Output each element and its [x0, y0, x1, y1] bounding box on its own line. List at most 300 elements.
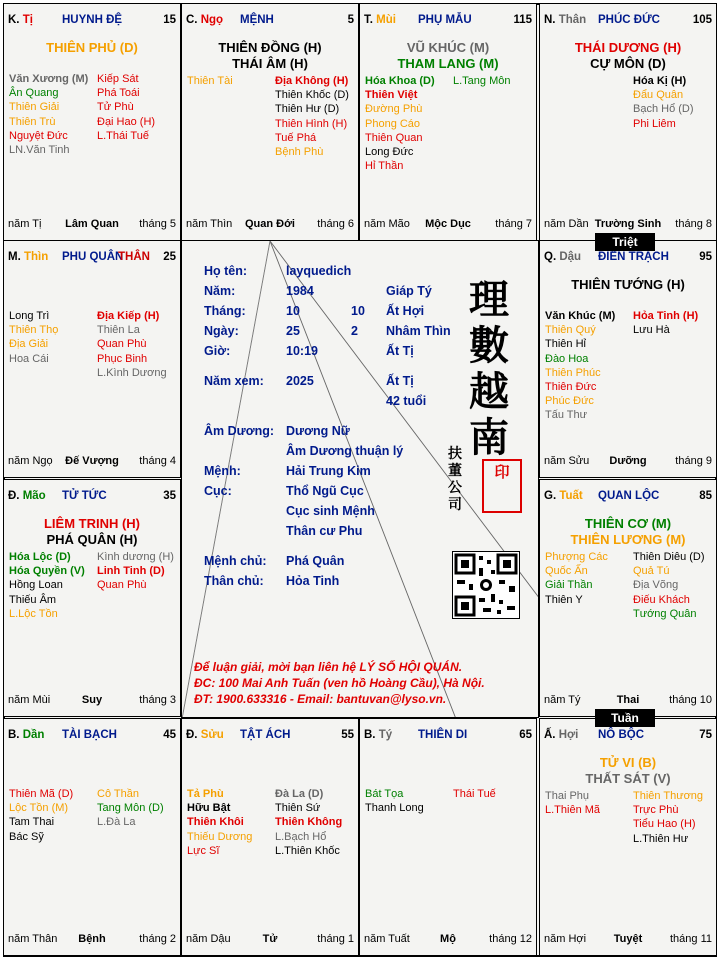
info-canchi: Ất Hợi [386, 304, 425, 318]
palace-branch: Thân [558, 14, 587, 26]
seal-char-1: 理 [469, 276, 509, 323]
palace-name: THIÊN DI [418, 729, 468, 741]
info-value: layquedich [286, 264, 352, 278]
palace-dan[interactable] [3, 718, 181, 956]
palace-name: TẬT ÁCH [240, 729, 291, 741]
palace-year: năm Tị [8, 218, 42, 230]
seal-char-3: 越 [469, 368, 509, 415]
palace-header [544, 729, 712, 743]
minor-star: Trực Phù [633, 804, 679, 817]
menh-row [204, 461, 524, 481]
minor-stars-right [97, 72, 155, 143]
red-stamp [482, 459, 522, 513]
palace-number: 115 [513, 14, 532, 26]
palace-number: 25 [163, 251, 176, 263]
major-star: THIÊN PHỦ (D) [46, 40, 138, 55]
info-lunar: 2 [351, 324, 358, 338]
minor-star: Thiên Hỉ [545, 338, 586, 351]
major-star: THIÊN CƠ (M) [584, 516, 672, 531]
info-value: 10 [286, 304, 300, 318]
palace-footer [544, 455, 712, 469]
palace-position [8, 14, 33, 26]
menh-value: Hải Trung Kim [286, 464, 371, 478]
center-info-panel [181, 240, 539, 718]
minor-stars-left [545, 309, 615, 423]
palace-suu[interactable] [181, 718, 359, 956]
minor-star: Giải Thần [545, 579, 593, 592]
menh-chu-label: Mệnh chủ: [204, 554, 267, 568]
triet-marker: Triệt [595, 233, 655, 251]
palace-letter: N. [544, 14, 556, 26]
minor-star: Đà La (D) [275, 788, 324, 800]
minor-star: Hóa Kị (H) [633, 75, 687, 87]
minor-star: Thiếu Dương [187, 830, 253, 843]
minor-star: Thiên Diêu (D) [633, 551, 705, 563]
minor-star: Lộc Tồn (M) [9, 802, 69, 815]
minor-star: Hữu Bật [187, 802, 231, 815]
info-label: Ngày: [204, 324, 239, 338]
minor-star: L.Tang Môn [453, 75, 511, 87]
info-label: Tháng: [204, 304, 246, 318]
minor-stars-left [545, 550, 608, 607]
palace-month: tháng 8 [675, 218, 712, 230]
palace-year: năm Mùi [8, 694, 51, 706]
palace-name: HUYNH ĐỆ [62, 14, 123, 26]
minor-star: Điếu Khách [633, 593, 690, 606]
palace-cycle: Suy [81, 694, 103, 706]
major-star: THAM LANG (M) [397, 56, 499, 71]
minor-star: Hóa Lộc (D) [9, 551, 71, 563]
minor-star: Phá Toái [97, 87, 140, 100]
minor-star: L.Thiên Hư [633, 832, 689, 845]
than-chu-label: Thân chủ: [204, 574, 264, 588]
major-star: THIÊN TƯỚNG (H) [571, 277, 685, 292]
age-value: 42 tuổi [386, 394, 427, 408]
minor-star: Hóa Quyền (V) [9, 565, 85, 578]
palace-month: tháng 5 [139, 218, 176, 230]
minor-star: Thiên Giải [9, 101, 60, 114]
palace-name: PHU QUÂN [62, 251, 124, 263]
minor-star: Kiếp Sát [97, 73, 139, 85]
than-chu-value: Hỏa Tinh [286, 574, 340, 588]
cuc-value-1: Thổ Ngũ Cục [286, 484, 364, 498]
minor-star: Phượng Các [545, 551, 608, 563]
palace-cycle: Tử [262, 933, 278, 945]
palace-month: tháng 6 [317, 218, 354, 230]
palace-month: tháng 4 [139, 455, 176, 467]
minor-stars-left [365, 74, 435, 173]
minor-star: Long Đức [365, 146, 414, 159]
minor-star: Bát Tọa [365, 788, 404, 800]
palace-position [8, 490, 46, 502]
minor-star: L.Đà La [97, 816, 136, 829]
minor-star: Địa Võng [633, 579, 679, 592]
palace-position [364, 729, 392, 741]
major-star: THÁI ÂM (H) [232, 56, 308, 71]
palace-header [8, 251, 176, 265]
am-duong-label: Âm Dương: [204, 424, 275, 438]
major-star: THIÊN LƯƠNG (M) [570, 532, 686, 547]
major-star: THẤT SÁT (V) [585, 771, 671, 786]
major-star: PHÁ QUÂN (H) [46, 532, 138, 547]
qr-code[interactable] [452, 551, 520, 619]
palace-than[interactable] [539, 3, 717, 241]
palace-name: NÔ BỘC [598, 729, 644, 741]
palace-letter: G. [544, 490, 557, 502]
minor-stars-right [633, 74, 694, 131]
palace-position [186, 14, 223, 26]
minor-star: Lưu Hà [633, 324, 670, 337]
minor-star: Linh Tinh (D) [97, 565, 165, 578]
stamp-char: 印 [494, 464, 510, 481]
minor-star: Thiên Quý [545, 324, 596, 337]
palace-header [186, 14, 354, 28]
minor-star: L.Lộc Tồn [9, 607, 58, 620]
palace-number: 45 [163, 729, 176, 741]
info-canchi: Ất Tị [386, 344, 414, 358]
palace-year: năm Thân [8, 933, 58, 945]
palace-month: tháng 12 [489, 933, 532, 945]
palace-ti[interactable] [359, 718, 537, 956]
minor-stars-left [9, 72, 88, 157]
palace-cycle: Mộc Dục [425, 218, 471, 230]
palace-branch: Tuất [559, 490, 583, 502]
contact-line-2: ĐC: 100 Mai Anh Tuấn (ven hồ Hoàng Cầu), Hà Nội. [194, 676, 485, 690]
palace-letter: Đ. [8, 490, 20, 502]
cuc-value-2: Cục sinh Mệnh [286, 504, 375, 518]
minor-stars-right [453, 787, 496, 801]
palace-name: ĐIỀN TRẠCH [598, 251, 669, 263]
palace-branch: Hợi [558, 729, 579, 741]
vertical-char-1: 扶 [448, 446, 462, 462]
palace-footer [186, 933, 354, 947]
palace-year: năm Dậu [186, 933, 231, 945]
palace-year: năm Dần [544, 218, 589, 230]
palace-year: năm Thìn [186, 218, 233, 230]
minor-star: Văn Khúc (M) [545, 310, 616, 322]
minor-star: Tấu Thư [545, 409, 588, 422]
palace-number: 35 [163, 490, 176, 502]
palace-name: PHÚC ĐỨC [598, 14, 660, 26]
info-label: Năm xem: [204, 374, 264, 388]
minor-star: Quốc Ấn [545, 565, 588, 578]
minor-star: Hồng Loan [9, 579, 63, 592]
minor-star: Tam Thai [9, 816, 55, 829]
minor-stars-right [633, 789, 703, 846]
minor-star: Tử Phù [97, 101, 134, 114]
palace-position [186, 729, 224, 741]
palace-year: năm Tuất [364, 933, 410, 945]
palace-number: 55 [341, 729, 354, 741]
palace-branch: Dần [22, 729, 45, 741]
minor-star: Long Trì [9, 310, 50, 322]
palace-year: năm Sửu [544, 455, 590, 467]
palace-branch: Mão [22, 490, 46, 502]
palace-letter: Q. [544, 251, 557, 263]
minor-stars-left [9, 787, 73, 844]
minor-star: Bạch Hổ (D) [633, 103, 694, 116]
palace-letter: B. [8, 729, 20, 741]
minor-star: Bệnh Phù [275, 146, 324, 159]
minor-star: L.Thiên Mã [545, 804, 601, 817]
contact-line-1: Để luận giải, mời bạn liên hệ LÝ SỐ HỘI QUÁN. [194, 660, 463, 674]
palace-header [8, 729, 176, 743]
palace-month: tháng 3 [139, 694, 176, 706]
minor-stars-left [9, 309, 58, 366]
palace-name: PHỤ MẪU [418, 14, 472, 26]
palace-year: năm Ngọ [8, 455, 53, 467]
info-value: 10:19 [286, 344, 318, 358]
palace-letter: Đ. [186, 729, 198, 741]
palace-cycle: Lâm Quan [65, 218, 119, 230]
minor-star: Bác Sỹ [9, 830, 44, 843]
minor-star: Tuế Phá [275, 131, 317, 144]
minor-star: Thiên Quan [365, 131, 423, 144]
info-value: 1984 [286, 284, 314, 298]
menh-chu-value: Phá Quân [286, 554, 345, 568]
minor-star: Đại Hao (H) [97, 115, 156, 128]
info-label: Năm: [204, 284, 236, 298]
minor-star: L.Bạch Hổ [275, 830, 327, 843]
cuc-row [204, 481, 524, 541]
palace-header [544, 14, 712, 28]
palace-cycle: Bệnh [78, 933, 106, 945]
info-value: 2025 [286, 374, 314, 388]
minor-star: Cô Thần [97, 788, 139, 800]
minor-star: Địa Không (H) [275, 75, 349, 87]
minor-star: Thiên Y [545, 593, 583, 606]
palace-tag: THÂN [118, 251, 150, 263]
palace-month: tháng 2 [139, 933, 176, 945]
minor-star: Quan Phù [97, 338, 147, 351]
palace-position [544, 490, 583, 502]
minor-star: Thai Phụ [545, 790, 590, 802]
palace-footer [8, 218, 176, 232]
palace-footer [186, 218, 354, 232]
minor-stars-right [633, 550, 705, 621]
palace-tuat[interactable] [539, 479, 717, 717]
palace-number: 15 [163, 14, 176, 26]
minor-star: Tiểu Hao (H) [633, 818, 696, 831]
minor-star: L.Kình Dương [97, 366, 167, 379]
info-lunar: 10 [351, 304, 365, 318]
palace-ngo[interactable] [181, 3, 359, 241]
minor-star: Hóa Khoa (D) [365, 75, 435, 87]
palace-cycle: Mộ [440, 933, 456, 945]
palace-footer [544, 933, 712, 947]
palace-dau[interactable] [539, 240, 717, 478]
info-label: Họ tên: [204, 264, 248, 278]
palace-branch: Sửu [200, 729, 224, 741]
minor-star: L.Thiên Khốc [275, 844, 340, 857]
minor-star: Hỏa Tinh (H) [633, 310, 699, 322]
palace-mui[interactable] [359, 3, 537, 241]
calligraphy-seal [460, 277, 518, 461]
tuan-marker: Tuần [595, 709, 655, 727]
palace-hoi[interactable] [539, 718, 717, 956]
minor-stars-right [97, 550, 174, 593]
palace-footer [8, 933, 176, 947]
palace-position [544, 729, 578, 741]
palace-position [8, 729, 44, 741]
contact-info [182, 659, 538, 707]
palace-name: TÀI BẠCH [62, 729, 117, 741]
palace-year: năm Tý [544, 694, 581, 706]
vertical-char-3: 公 [448, 480, 462, 496]
palace-header [8, 14, 176, 28]
minor-stars-left [545, 789, 600, 817]
minor-star: Phúc Đức [545, 395, 594, 408]
palace-mao[interactable] [3, 479, 181, 717]
minor-star: Thiên Hư (D) [275, 103, 340, 116]
palace-cycle: Trường Sinh [594, 218, 662, 230]
minor-star: Thiên Khốc (D) [275, 89, 349, 102]
palace-header [186, 729, 354, 743]
major-star: THIÊN ĐỒNG (H) [218, 40, 322, 55]
minor-star: Nguyệt Đức [9, 129, 68, 142]
minor-star: Phục Binh [97, 352, 148, 365]
cuc-value-3: Thân cư Phu [286, 524, 363, 538]
minor-star: Hỉ Thần [365, 160, 404, 173]
palace-footer [544, 694, 712, 708]
palace-branch: Tị [22, 14, 33, 26]
palace-header [364, 729, 532, 743]
minor-star: Lực Sĩ [187, 844, 220, 857]
palace-footer [544, 218, 712, 232]
minor-star: Thiên Sứ [275, 802, 321, 815]
palace-number: 5 [347, 14, 354, 26]
cuc-label: Cục: [204, 484, 232, 498]
minor-star: Địa Kiếp (H) [97, 310, 160, 322]
info-canchi: Giáp Tý [386, 284, 432, 298]
palace-cycle: Thai [616, 694, 640, 706]
palace-branch: Tý [378, 729, 393, 741]
menh-label: Mệnh: [204, 464, 241, 478]
minor-star: LN.Văn Tinh [9, 144, 70, 157]
palace-ty[interactable] [3, 3, 181, 241]
palace-month: tháng 9 [675, 455, 712, 467]
palace-letter: Ấ. [544, 729, 556, 741]
minor-star: Văn Xương (M) [9, 73, 89, 85]
minor-star: Ân Quang [9, 87, 59, 100]
palace-month: tháng 1 [317, 933, 354, 945]
minor-star: Thanh Long [365, 802, 424, 815]
minor-stars-right [633, 309, 698, 337]
palace-letter: B. [364, 729, 376, 741]
minor-stars-left [365, 787, 424, 815]
palace-header [544, 490, 712, 504]
palace-footer [364, 218, 532, 232]
palace-cycle: Quan Đới [245, 218, 295, 230]
palace-position [544, 14, 586, 26]
info-canchi: Ất Tị [386, 374, 414, 388]
palace-month: tháng 10 [669, 694, 712, 706]
seal-char-2: 數 [469, 322, 509, 369]
minor-stars-left [187, 74, 233, 88]
minor-star: Kình dương (H) [97, 551, 174, 563]
palace-cycle: Dưỡng [609, 455, 647, 467]
minor-star: Thiên Mã (D) [9, 788, 74, 800]
minor-star: Địa Giải [9, 338, 49, 351]
minor-star: Thiên Thọ [9, 324, 59, 337]
palace-position [364, 14, 396, 26]
minor-star: Đẩu Quân [633, 89, 684, 102]
major-star: VŨ KHÚC (M) [406, 40, 490, 55]
palace-number: 75 [699, 729, 712, 741]
palace-footer [8, 455, 176, 469]
palace-year: năm Mão [364, 218, 410, 230]
palace-footer [8, 694, 176, 708]
palace-number: 95 [699, 251, 712, 263]
vertical-char-4: 司 [448, 497, 462, 513]
minor-star: Thiên Thương [633, 790, 704, 802]
contact-line-3: ĐT: 1900.633316 - Email: bantuvan@lyso.vn. [194, 692, 447, 706]
palace-position [8, 251, 48, 263]
palace-header [364, 14, 532, 28]
minor-stars-right [453, 74, 510, 88]
minor-star: Phong Cáo [365, 117, 421, 130]
seal-char-4: 南 [469, 414, 509, 461]
info-value: 25 [286, 324, 300, 338]
palace-footer [364, 933, 532, 947]
minor-star: Thiên Việt [365, 89, 418, 102]
palace-header [544, 251, 712, 265]
vertical-signature [448, 446, 466, 514]
minor-star: Tang Môn (D) [97, 802, 164, 815]
minor-star: Hoa Cái [9, 352, 49, 365]
minor-star: Phi Liêm [633, 117, 676, 130]
palace-month: tháng 11 [669, 933, 712, 945]
palace-thin[interactable] [3, 240, 181, 478]
palace-number: 105 [692, 14, 712, 26]
menh-chu-row [204, 551, 444, 571]
minor-star: Đường Phù [365, 103, 423, 116]
am-duong-value-2: Âm Dương thuận lý [286, 444, 404, 458]
minor-star: Thiên Hình (H) [275, 117, 348, 130]
palace-number: 65 [519, 729, 532, 741]
major-star: LIÊM TRINH (H) [43, 516, 141, 531]
minor-star: Thiên Trù [9, 115, 56, 128]
major-star: THÁI DƯƠNG (H) [574, 40, 682, 55]
palace-letter: T. [364, 14, 373, 26]
palace-branch: Thìn [23, 251, 49, 263]
palace-header [8, 490, 176, 504]
minor-star: Thiên La [97, 324, 140, 337]
minor-star: L.Thái Tuế [97, 129, 149, 142]
minor-star: Thiên Không [275, 816, 343, 829]
minor-stars-right [97, 787, 164, 830]
palace-branch: Mùi [376, 14, 396, 26]
minor-star: Tả Phù [187, 788, 224, 800]
palace-letter: M. [8, 251, 21, 263]
palace-cycle: Đế Vượng [65, 455, 119, 467]
minor-stars-right [97, 309, 167, 380]
minor-stars-left [9, 550, 85, 621]
info-label: Giờ: [204, 344, 231, 358]
major-star: CỰ MÔN (D) [590, 56, 666, 71]
major-star: TỬ VI (B) [599, 755, 657, 770]
palace-branch: Ngọ [200, 14, 224, 26]
palace-number: 85 [699, 490, 712, 502]
palace-month: tháng 7 [495, 218, 532, 230]
palace-name: MỆNH [240, 14, 274, 26]
minor-stars-right [275, 74, 349, 159]
palace-name: TỬ TỨC [62, 490, 107, 502]
minor-star: Thái Tuế [453, 788, 496, 800]
palace-name: QUAN LỘC [598, 490, 660, 502]
minor-star: Đào Hoa [545, 352, 589, 365]
palace-branch: Dậu [559, 251, 582, 263]
